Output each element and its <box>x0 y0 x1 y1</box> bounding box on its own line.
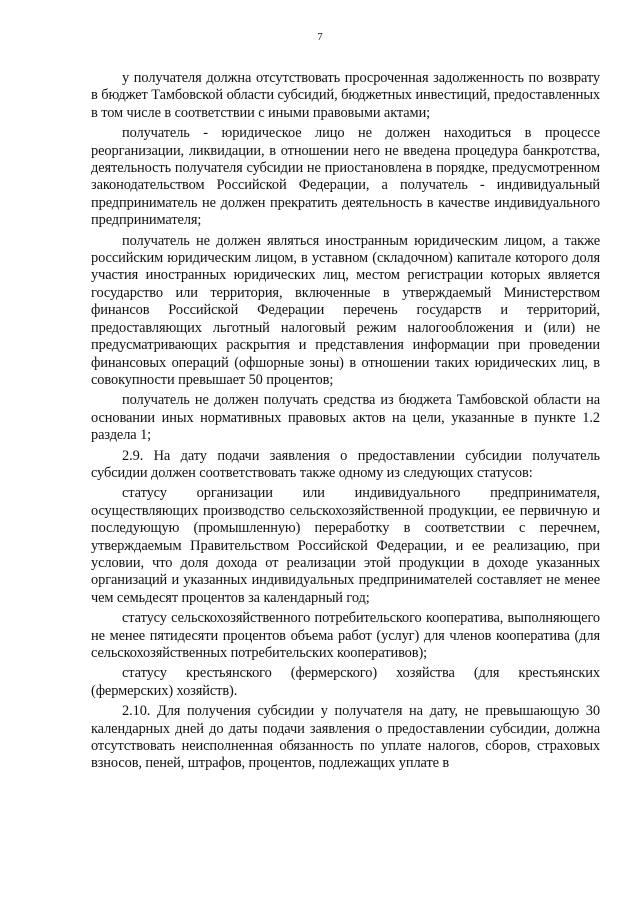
paragraph-status-farm: статусу крестьянского (фермерского) хозяйства (для крестьянских (фермерских) хозяйств). <box>91 665 600 699</box>
paragraph-legal-entity-status: получатель - юридическое лицо не должен находиться в процессе реорганизации, ликвидации, в отношении него не введена процедура банкротства, деятельность получателя субсидии не приостановлена в порядке, предусмотренном законодательством Российской Федерации, а получатель - индивидуальный предприниматель не должен прекратить деятельность в качестве индивидуального предпринимателя; <box>91 125 600 229</box>
paragraph-status-cooperative: статусу сельскохозяйственного потребительского кооператива, выполняющего не менее пятидесяти процентов объема работ (услуг) для членов кооператива (для сельскохозяйственных потребительских кооперативов); <box>91 610 600 661</box>
document-body <box>91 70 600 776</box>
paragraph-2-10: 2.10. Для получения субсидии у получателя на дату, не превышающую 30 календарных дней до даты подачи заявления о предоставлении субсидии, должна отсутствовать неисполненная обязанность по уплате налогов, сборов, страховых взносов, пеней, штрафов, процентов, подлежащих уплате в <box>91 703 600 772</box>
page-number: 7 <box>317 31 323 43</box>
paragraph-arrears-requirement: у получателя должна отсутствовать просроченная задолженность по возврату в бюджет Тамбовской области субсидий, бюджетных инвестиций, предоставленных в том числе в соответствии с иными правовыми актами; <box>91 70 600 121</box>
paragraph-other-funding: получатель не должен получать средства из бюджета Тамбовской области на основании иных нормативных правовых актов на цели, указанные в пункте 1.2 раздела 1; <box>91 392 600 444</box>
paragraph-2-9: 2.9. На дату подачи заявления о предоставлении субсидии получатель субсидии должен соответствовать также одному из следующих статусов: <box>91 447 600 481</box>
paragraph-foreign-entity: получатель не должен являться иностранным юридическим лицом, а также российским юридическим лицом, в уставном (складочном) капитале которого доля участия иностранных юридических лиц, местом регистрации которых является государство или территория, включенные в утверждаемый Министерством финансов Российской Федерации перечень государств и территорий, предоставляющих льготный налоговый режим налогообложения и (или) не предусматривающих раскрытия и представления информации при проведении финансовых операций (офшорные зоны) в отношении таких юридических лиц, в совокупности превышает 50 процентов; <box>91 232 600 388</box>
paragraph-status-agri-producer: статусу организации или индивидуального предпринимателя, осуществляющих производство сельскохозяйственной продукции, ее первичную и последующую (промышленную) переработку в соответствии с перечнем, утверждаемым Правительством Российской Федерации, и ее реализацию, при условии, что доля дохода от реализации этой продукции в доходе указанных организаций и указанных индивидуальных предпринимателей составляет не менее чем семьдесят процентов за календарный год; <box>91 485 600 606</box>
